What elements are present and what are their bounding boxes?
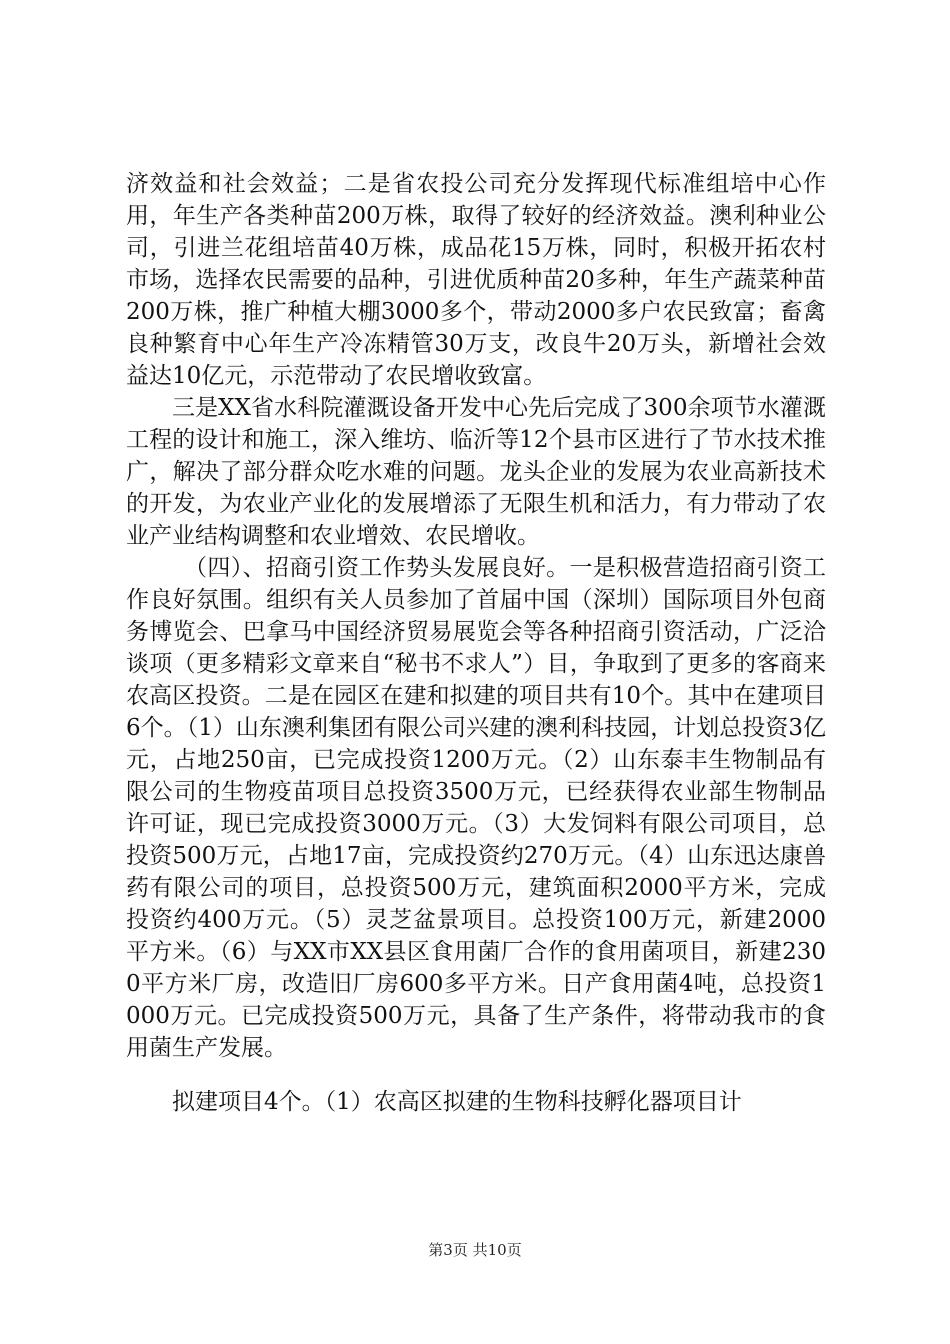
paragraph-economic-benefit: 济效益和社会效益；二是省农投公司充分发挥现代标准组培中心作用，年生产各类种苗200万株，取得了较好的经济效益。澳利种业公司，引进兰花组培苗40万株，成品花15万株，同时，积极开拓农村市场，选择农民需要的品种，引进优质种苗20多种，年生产蔬菜种苗200万株，推广种植大棚3000多个，带动2000多户农民致富；畜禽良种繁育中心年生产冷冻精管30万支，改良牛20万头，新增社会效益达10亿元，示范带动了农民增收致富。 bbox=[126, 171, 826, 389]
document-body bbox=[126, 168, 826, 1118]
paragraph-planned-projects: 拟建项目4个。（1）农高区拟建的生物科技孵化器项目计 bbox=[172, 1089, 742, 1115]
paragraph-water-irrigation: 三是XX省水科院灌溉设备开发中心先后完成了300余项节水灌溉工程的设计和施工，深入维坊、临沂等12个县市区进行了节水技术推广，解决了部分群众吃水难的问题。龙头企业的发展为农业高新技术的开发，为农业产业化的发展增添了无限生机和活力，有力带动了农业产业结构调整和农业增效、农民增收。 bbox=[126, 395, 826, 549]
page-number-footer: 第3页 共10页 bbox=[428, 1241, 522, 1259]
paragraph-investment-attraction: （四）、招商引资工作势头发展良好。一是积极营造招商引资工作良好氛围。组织有关人员参加了首届中国（深圳）国际项目外包商务博览会、巴拿马中国经济贸易展览会等各种招商引资活动，广泛洽谈项（更多精彩文章来自“秘书不求人”）目，争取到了更多的客商来农高区投资。二是在园区在建和拟建的项目共有10个。其中在建项目6个。（1）山东澳利集团有限公司兴建的澳利科技园，计划总投资3亿元，占地250亩，已完成投资1200万元。（2）山东泰丰生物制品有限公司的生物疫苗项目总投资3500万元，已经获得农业部生物制品许可证，现已完成投资3000万元。（3）大发饲料有限公司项目，总投资500万元，占地17亩，完成投资约270万元。（4）山东迅达康兽药有限公司的项目，总投资500万元，建筑面积2000平方米，完成投资约400万元。（5）灵芝盆景项目。总投资100万元，新建2000平方米。（6）与XX市XX县区食用菌厂合作的食用菌项目，新建2300平方米厂房，改造旧厂房600多平方米。日产食用菌4吨，总投资1000万元。已完成投资500万元，具备了生产条件，将带动我市的食用菌生产发展。 bbox=[126, 555, 826, 1061]
